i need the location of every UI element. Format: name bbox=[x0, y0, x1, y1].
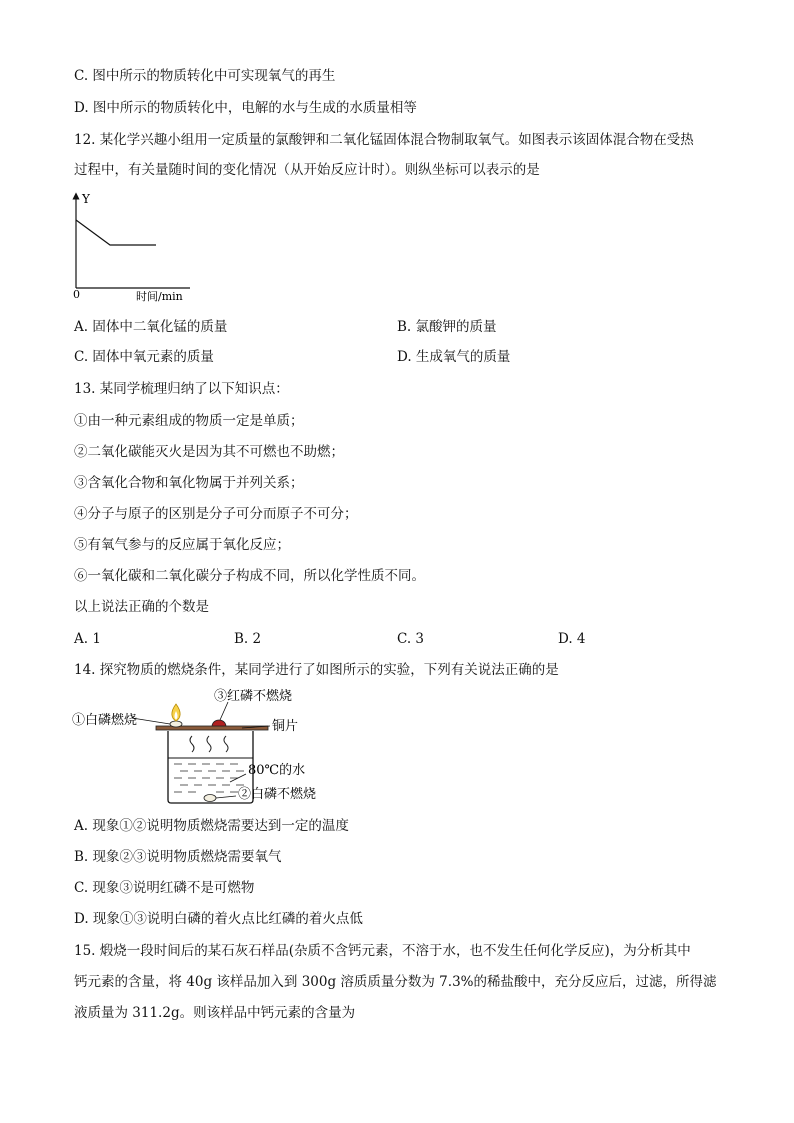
q13-question: 以上说法正确的个数是 bbox=[74, 599, 209, 615]
q12-stem-line2: 过程中，有关量随时间的变化情况（从开始反应计时）。则纵坐标可以表示的是 bbox=[74, 162, 540, 178]
q13-item-2: ②二氧化碳能灭火是因为其不可燃也不助燃； bbox=[74, 444, 344, 460]
q14-option-d: D. 现象①③说明白磷的着火点比红磷的着火点低 bbox=[74, 911, 363, 927]
q14-option-a: A. 现象①②说明物质燃烧需要达到一定的温度 bbox=[74, 818, 349, 834]
steam-icon bbox=[190, 736, 228, 752]
label-white-phosphorus-not-burning: ②白磷不燃烧 bbox=[238, 787, 317, 802]
q13-option-d: D. 4 bbox=[558, 631, 586, 647]
q12-option-a: A. 固体中二氧化锰的质量 bbox=[74, 319, 228, 335]
red-phosphorus bbox=[212, 720, 226, 726]
q13-item-6: ⑥一氧化碳和二氧化碳分子构成不同，所以化学性质不同。 bbox=[74, 568, 425, 584]
label-red-phosphorus: ③红磷不燃烧 bbox=[214, 689, 293, 704]
label-copper-plate: 铜片 bbox=[272, 719, 299, 734]
q12-option-c: C. 固体中氧元素的质量 bbox=[74, 349, 214, 365]
q14-stem: 14. 探究物质的燃烧条件，某同学进行了如图所示的实验，下列有关说法正确的是 bbox=[74, 662, 559, 678]
q13-item-5: ⑤有氧气参与的反应属于氧化反应； bbox=[74, 537, 290, 553]
q11-option-c: C. 图中所示的物质转化中可实现氧气的再生 bbox=[74, 68, 336, 84]
q14-option-b: B. 现象②③说明物质燃烧需要氧气 bbox=[74, 849, 282, 865]
q12-graph-origin: 0 bbox=[73, 288, 80, 301]
q13-stem: 13. 某同学梳理归纳了以下知识点： bbox=[74, 381, 289, 397]
q13-option-b: B. 2 bbox=[234, 631, 262, 647]
q13-option-c: C. 3 bbox=[397, 631, 425, 647]
q13-item-4: ④分子与原子的区别是分子可分而原子不可分； bbox=[74, 506, 358, 522]
q12-stem-line1: 12. 某化学兴趣小组用一定质量的氯酸钾和二氧化锰固体混合物制取氧气。如图表示该固体混合物在受热 bbox=[74, 132, 694, 148]
q12-option-d: D. 生成氧气的质量 bbox=[397, 349, 511, 365]
label-white-phosphorus-burning: ①白磷燃烧 bbox=[72, 713, 138, 728]
label-hot-water: 80℃的水 bbox=[248, 763, 306, 778]
q13-option-a: A. 1 bbox=[74, 631, 101, 647]
q12-graph-x-label: 时间/min bbox=[136, 290, 183, 303]
q13-item-1: ①由一种元素组成的物质一定是单质； bbox=[74, 413, 304, 429]
q14-option-c: C. 现象③说明红磷不是可燃物 bbox=[74, 880, 255, 896]
white-phosphorus-burning bbox=[170, 721, 182, 727]
q12-graph-curve bbox=[76, 220, 156, 245]
hot-water bbox=[174, 764, 244, 792]
q13-item-3: ③含氧化合物和氧化物属于并列关系； bbox=[74, 475, 304, 491]
q15-stem-line1: 15. 煅烧一段时间后的某石灰石样品(杂质不含钙元素，不溶于水，也不发生任何化学反应)，为分析其中 bbox=[74, 943, 691, 959]
white-phosphorus-underwater bbox=[204, 795, 216, 802]
q12-option-b: B. 氯酸钾的质量 bbox=[397, 319, 497, 335]
q14-diagram bbox=[70, 684, 350, 810]
q15-stem-line2: 钙元素的含量，将 40g 该样品加入到 300g 溶质质量分数为 7.3%的稀盐酸中，充分反应后，过滤，所得滤 bbox=[74, 974, 717, 990]
q15-stem-line3: 液质量为 311.2g。则该样品中钙元素的含量为 bbox=[74, 1005, 356, 1021]
q12-graph-y-label: Y bbox=[82, 192, 90, 206]
q12-graph bbox=[66, 188, 196, 306]
q11-option-d: D. 图中所示的物质转化中，电解的水与生成的水质量相等 bbox=[74, 100, 417, 116]
